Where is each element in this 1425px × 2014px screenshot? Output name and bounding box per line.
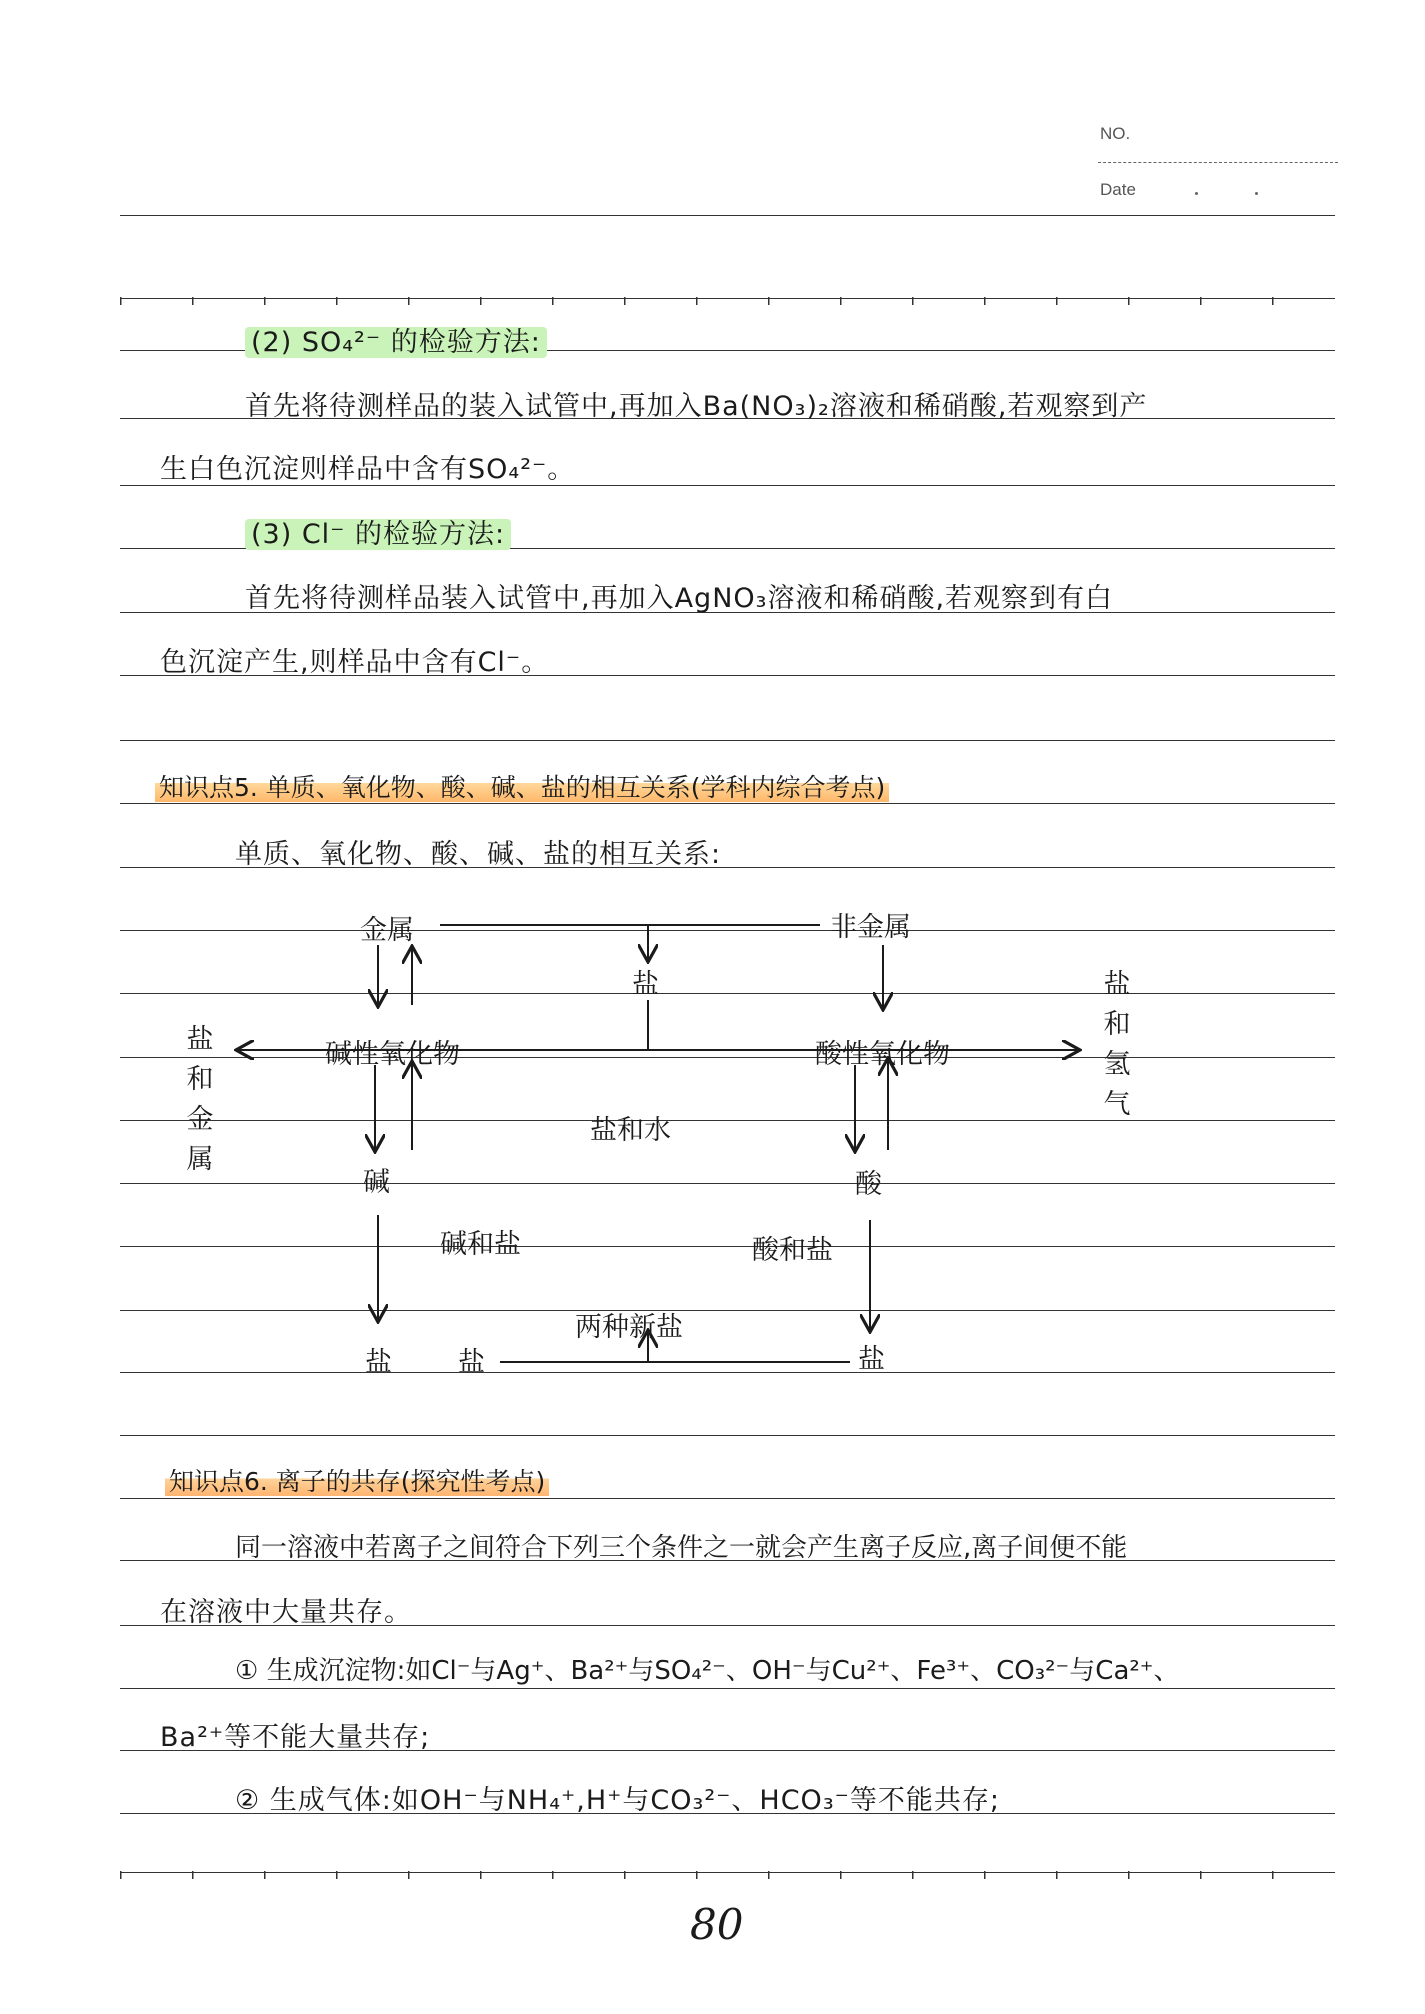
node-basic-oxide: 碱性氧化物 — [325, 1039, 460, 1070]
node-salt-and-water: 盐和水 — [590, 1115, 671, 1146]
date-label: Date — [1100, 180, 1136, 199]
node-salt-and-hydrogen: 盐和氢气 — [1103, 969, 1131, 1120]
paragraph-line: 首先将待测样品装入试管中,再加入AgNO₃溶液和稀硝酸,若观察到有白 — [245, 583, 1114, 614]
node-acidic-oxide: 酸性氧化物 — [815, 1039, 950, 1070]
node-acid: 酸 — [855, 1169, 882, 1200]
cl-heading-text: (3) Cl⁻ 的检验方法: — [245, 519, 511, 550]
paragraph-line: 同一溶液中若离子之间符合下列三个条件之一就会产生离子反应,离子间便不能 — [235, 1533, 1128, 1563]
paragraph-line: 色沉淀产生,则样品中含有Cl⁻。 — [160, 647, 550, 678]
node-base: 碱 — [363, 1167, 390, 1198]
node-salt-mid: 盐 — [458, 1347, 485, 1378]
list-item-precipitate: ① 生成沉淀物:如Cl⁻与Ag⁺、Ba²⁺与SO₄²⁻、OH⁻与Cu²⁺、Fe³⁺、CO₃²⁻与Ca²⁺、 — [235, 1656, 1180, 1686]
node-acid-and-salt: 酸和盐 — [752, 1235, 833, 1266]
knowledge-point-6-title — [165, 1462, 549, 1498]
so4-heading-text: (2) SO₄²⁻ 的检验方法: — [245, 327, 547, 358]
node-salt-left: 盐 — [365, 1347, 392, 1378]
paragraph-line: 在溶液中大量共存。 — [160, 1597, 412, 1628]
no-label: NO. — [1100, 124, 1131, 143]
node-salt-right: 盐 — [858, 1344, 885, 1375]
kp6-title-text: 知识点6. 离子的共存(探究性考点) — [165, 1467, 549, 1496]
node-base-and-salt: 碱和盐 — [440, 1229, 521, 1260]
kp5-intro: 单质、氧化物、酸、碱、盐的相互关系: — [235, 839, 722, 870]
node-two-new-salts: 两种新盐 — [575, 1312, 683, 1343]
list-item-precipitate-cont: Ba²⁺等不能大量共存; — [160, 1722, 431, 1753]
node-salt-top: 盐 — [632, 969, 659, 1000]
list-item-gas: ② 生成气体:如OH⁻与NH₄⁺,H⁺与CO₃²⁻、HCO₃⁻等不能共存; — [235, 1785, 1000, 1816]
paragraph-line: 首先将待测样品的装入试管中,再加入Ba(NO₃)₂溶液和稀硝酸,若观察到产 — [245, 391, 1148, 422]
page-number: 80 — [690, 1900, 744, 1949]
node-metal: 金属 — [360, 915, 414, 946]
kp5-title-text: 知识点5. 单质、氧化物、酸、碱、盐的相互关系(学科内综合考点) — [155, 773, 889, 802]
node-salt-and-metal: 盐和金属 — [186, 1024, 214, 1175]
paragraph-line: 生白色沉淀则样品中含有SO₄²⁻。 — [160, 454, 576, 485]
node-nonmetal: 非金属 — [830, 912, 911, 943]
